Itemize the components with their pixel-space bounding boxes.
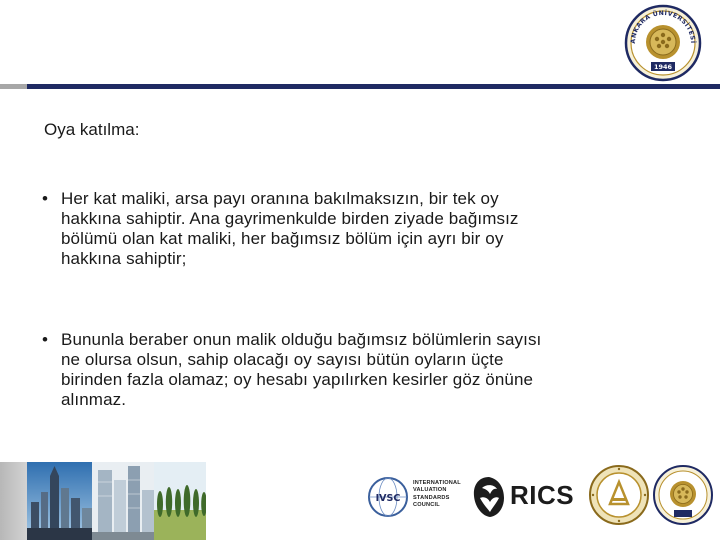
ivsc-text-line: INTERNATIONAL — [413, 480, 461, 486]
ivsc-mark: IVSC — [375, 493, 401, 504]
slide-heading: Oya katılma: — [44, 120, 140, 139]
bullet-item — [42, 330, 682, 410]
trees-landscape-photo — [154, 462, 206, 540]
rics-logo — [470, 472, 580, 522]
lion-icon — [470, 474, 508, 520]
seal-ring-text: ANKARA ÜNİVERSİTESİ — [629, 9, 697, 44]
bullet-line: hakkına sahiptir; — [61, 249, 187, 268]
city-skyline-photo — [27, 462, 92, 540]
ivsc-text-line: VALUATION — [413, 487, 447, 494]
bullet-line: bölümü olan kat maliki, her bağımsız bölüm için ayrı bir oy — [61, 229, 504, 248]
header-rule-navy — [27, 84, 720, 89]
gold-seal-icon — [588, 464, 650, 526]
ivsc-logo — [366, 476, 466, 518]
footer-grey-bar — [0, 462, 27, 540]
bullet-marker: • — [42, 330, 48, 349]
rics-wordmark: RICS — [510, 480, 575, 510]
bullet-item — [42, 189, 682, 269]
ivsc-text-line: STANDARDS — [413, 494, 450, 501]
ivsc-text-line: COUNCIL — [413, 502, 440, 509]
university-seal-footer-icon — [652, 464, 714, 526]
bullet-line: alınmaz. — [61, 390, 127, 409]
seal-year: 1946 — [653, 63, 673, 71]
bullet-line: ne olursa olsun, sahip olacağı oy sayısı bütün oyların üçte — [61, 350, 504, 369]
modern-buildings-photo — [92, 462, 154, 540]
university-seal-icon — [624, 4, 702, 82]
bullet-line: Her kat maliki, arsa payı oranına bakılmaksızın, bir tek oy — [61, 189, 499, 208]
bullet-line: hakkına sahiptir. Ana gayrimenkulde birden ziyade bağımsız — [61, 209, 519, 228]
bullet-line: Bununla beraber onun malik olduğu bağımsız bölümlerin sayısı — [61, 330, 542, 349]
bullet-line: birinden fazla olamaz; oy hesabı yapılırken kesirler göz önüne — [61, 370, 534, 389]
ivsc-globe-icon — [366, 476, 410, 518]
bullet-marker: • — [42, 189, 48, 208]
header-rule-grey — [0, 84, 27, 89]
ivsc-text — [413, 480, 461, 510]
